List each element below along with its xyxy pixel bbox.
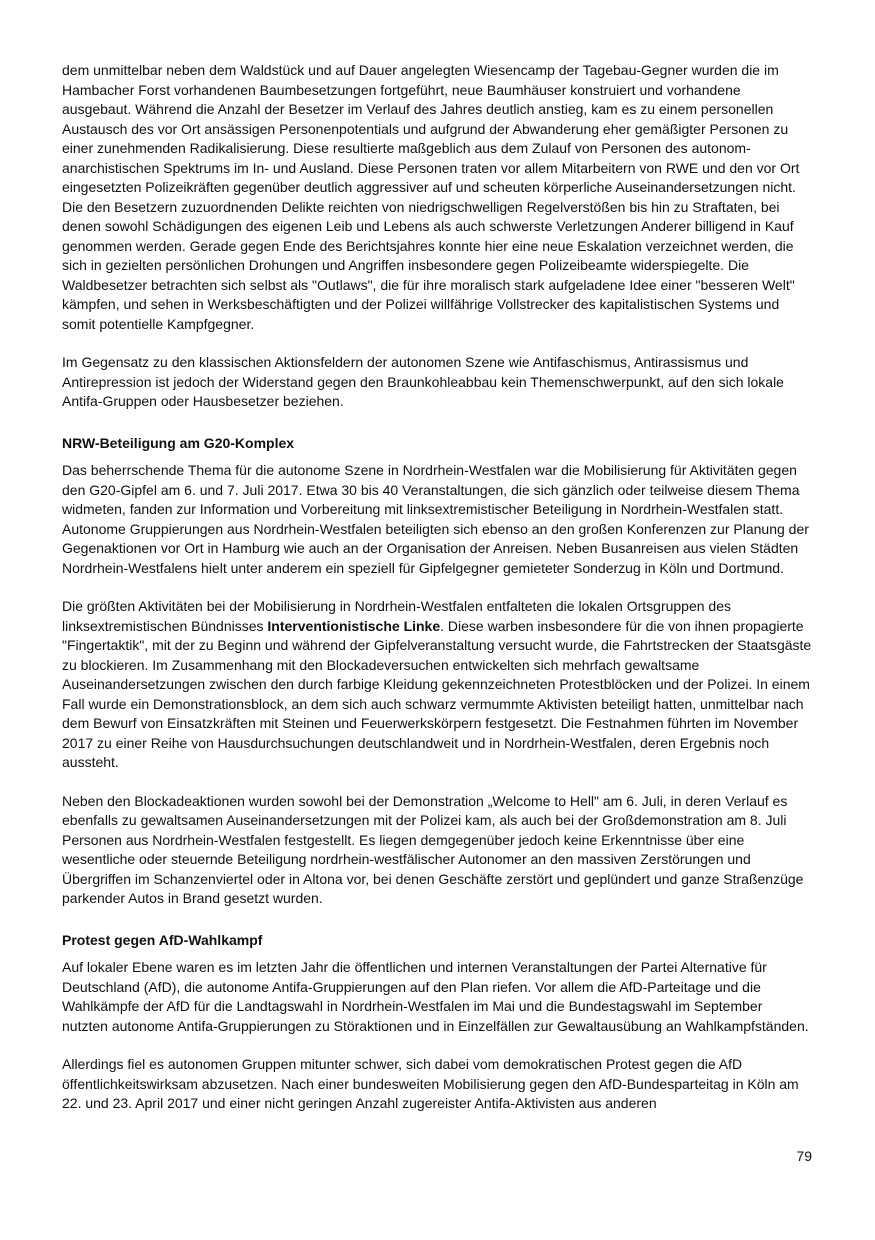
paragraph-g20-mobilisierung: Das beherrschende Thema für die autonome Szene in Nordrhein-Westfalen war die Mobilisierung für Aktivitäten gegen den G20-Gipfel am 6. und 7. Juli 2017. Etwa 30 bis 40 Veranstaltungen, die sich gänzlich oder teilweise diesem Thema widmeten, fanden zur Information und Vorbereitung mit linksextremistischer Beteiligung in Nordrhein-Westfalen statt. Autonome Gruppierungen aus Nordrhein-Westfalen beteiligten sich ebenso an den großen Konferenzen zur Planung der Gegenaktionen vor Ort in Hamburg wie auch an der Organisation der Anreisen. Neben Busanreisen aus vielen Städten Nordrhein-Westfalens hielt unter anderem ein speziell für Gipfelgegner gemieteter Sonderzug in Köln und Dortmund. <box>62 462 809 576</box>
paragraph-afd-wahlkampf: Auf lokaler Ebene waren es im letzten Jahr die öffentlichen und internen Veranstaltungen der Partei Alternative für Deutschland (AfD), die autonome Antifa-Gruppierungen auf den Plan riefen. Vor allem die AfD-Parteitage und die Wahlkämpfe der AfD für die Landtagswahl in Nordrhein-Westfalen im Mai und die Bundestagswahl im September nutzten autonome Antifa-Gruppierungen zu Störaktionen und in Einzelfällen zur Gewaltausübung an Wahlkampfständen. <box>62 959 809 1034</box>
text-run: . Diese warben insbesondere für die von ihnen propagierte "Fingertaktik", mit der zu Beginn und während der Gipfelveranstaltung versucht wurde, die Fahrtstrecken der Staatsgäste zu blockieren. Im Zusammenhang mit den Blockadeversuchen entwickelten sich mehrfach gewaltsame Auseinandersetzungen zwischen den durch farbige Kleidung gekennzeichneten Protestblöcken und der Polizei. In einem Fall wurde ein Demonstrationsblock, an dem sich auch schwarz vermummte Aktivisten beteiligt hatten, unmittelbar nach dem Bewurf von Einsatzkräften mit Steinen und Feuerwerkskörpern festgesetzt. Die Festnahmen führten im November 2017 zu einer Reihe von Hausdurchsuchungen deutschlandweit und in Nordrhein-Westfalen, deren Ergebnis noch aussteht. <box>62 617 812 770</box>
heading-g20: NRW-Beteiligung am G20-Komplex <box>62 434 295 451</box>
page-number: 79 <box>796 1148 812 1164</box>
paragraph-interventionistische-linke <box>62 597 812 773</box>
paragraph-afd-protest: Allerdings fiel es autonomen Gruppen mitunter schwer, sich dabei vom demokratischen Protest gegen die AfD öffentlichkeitswirksam abzusetzen. Nach einer bundesweiten Mobilisierung gegen den AfD-Bundesparteitag in Köln am 22. und 23. April 2017 und einer nicht geringen Anzahl zugereister Antifa-Aktivisten aus anderen <box>62 1056 799 1111</box>
heading-afd: Protest gegen AfD-Wahlkampf <box>62 931 263 948</box>
bold-term-interventionistische-linke: Interventionistische Linke <box>267 617 441 634</box>
document-body <box>62 61 812 1114</box>
text-run: Die größten Aktivitäten bei der Mobilisierung in Nordrhein-Westfalen entfalteten die lokalen Ortsgruppen des linksextremistischen Bündnisses <box>62 598 731 634</box>
paragraph-hambacher-forst: dem unmittelbar neben dem Waldstück und auf Dauer angelegten Wiesencamp der Tagebau-Gegner wurden die im Hambacher Forst vorhandenen Baumbesetzungen fortgeführt, neue Baumhäuser konstruiert und vorhandene ausgebaut. Während die Anzahl der Besetzer im Verlauf des Jahres deutlich anstieg, kam es zu einem personellen Austausch des vor Ort ansässigen Personenpotentials und aufgrund der Abwanderung eher gemäßigter Personen zu einer zunehmenden Radikalisierung. Diese resultierte maßgeblich aus dem Zulauf von Personen des autonom-anarchistischen Spektrums im In- und Ausland. Diese Personen traten vor allem Mitarbeitern von RWE und den vor Ort eingesetzten Polizeikräften gegenüber deutlich aggressiver auf und scheuten körperliche Auseinandersetzungen nicht. Die den Besetzern zuzuordnenden Delikte reichten von niedrigschwelligen Regelverstößen bis hin zu Straftaten, bei denen sowohl Schädigungen des eigenen Leib und Lebens als auch schwerste Verletzungen Anderer billigend in Kauf genommen werden. Gerade gegen Ende des Berichtsjahres konnte hier eine neue Eskalation verzeichnet werden, die sich in gezielten persönlichen Drohungen und Angriffen insbesondere gegen Polizeibeamte widerspiegelte. Die Waldbesetzer betrachten sich selbst als "Outlaws", die für ihre moralisch stark aufgeladene Idee einer "besseren Welt" kämpfen, und sehen in Werksbeschäftigten und der Polizei willfährige Vollstrecker des kapitalistischen Systems und somit potentielle Kampfgegner. <box>62 62 800 332</box>
paragraph-braunkohle-antifa: Im Gegensatz zu den klassischen Aktionsfeldern der autonomen Szene wie Antifaschismus, Antirassismus und Antirepression ist jedoch der Widerstand gegen den Braunkohleabbau kein Themenschwerpunkt, auf den sich lokale Antifa-Gruppen oder Hausbesetzer beziehen. <box>62 354 784 409</box>
paragraph-welcome-to-hell: Neben den Blockadeaktionen wurden sowohl bei der Demonstration „Welcome to Hell" am 6. Juli, in deren Verlauf es ebenfalls zu gewaltsamen Auseinandersetzungen mit der Polizei kam, als auch bei der Großdemonstration am 8. Juli Personen aus Nordrhein-Westfalen festgestellt. Es liegen demgegenüber jedoch keine Erkenntnisse über eine wesentliche oder steuernde Beteiligung nordrhein-westfälischer Autonomer an den massiven Zerstörungen und Übergriffen im Schanzenviertel oder in Altona vor, bei denen Geschäfte zerstört und geplündert und ganze Straßenzüge parkender Autos in Brand gesetzt wurden. <box>62 792 804 906</box>
